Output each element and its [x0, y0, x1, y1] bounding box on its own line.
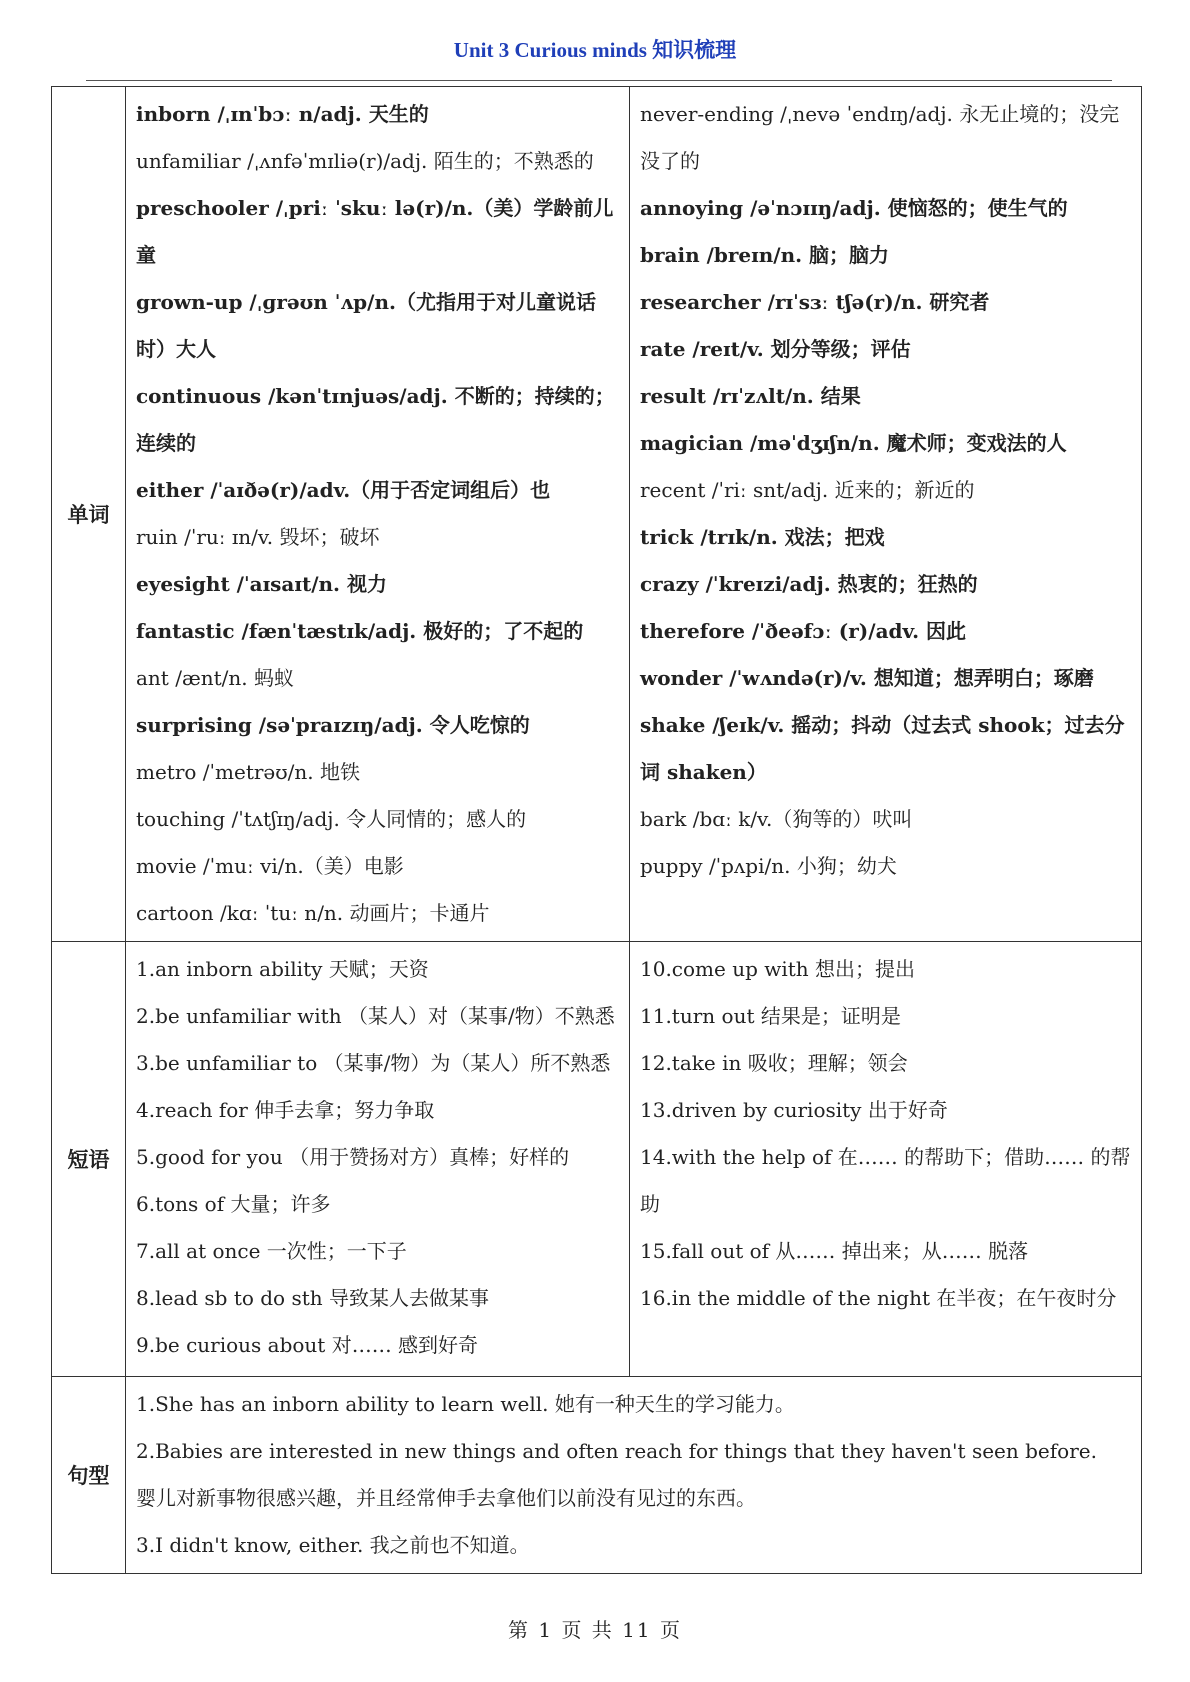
vocab-entry: preschooler /ˌpriː ˈskuː lə(r)/n.（美）学龄前儿童: [136, 196, 614, 267]
vocab-entry: inborn /ˌɪnˈbɔː n/adj. 天生的: [136, 102, 429, 126]
knowledge-table: [51, 86, 1142, 1574]
vocab-entry: recent /ˈriː snt/adj. 近来的；新近的: [640, 478, 975, 502]
sentence-line: 2.Babies are interested in new things and often reach for things that they haven't seen before.: [136, 1439, 1097, 1463]
phrase-entry: 10.come up with 想出；提出: [640, 957, 916, 981]
phrase-entry: 1.an inborn ability 天赋；天资: [136, 957, 429, 981]
phrase-entry: 7.all at once 一次性；一下子: [136, 1239, 407, 1263]
words-row: [52, 87, 1142, 942]
vocab-entry: cartoon /kɑː ˈtuː n/n. 动画片；卡通片: [136, 901, 490, 925]
vocab-entry: surprising /səˈpraɪzɪŋ/adj. 令人吃惊的: [136, 713, 530, 737]
phrases-right-column: [630, 942, 1142, 1377]
vocab-entry: brain /breɪn/n. 脑；脑力: [640, 243, 890, 267]
vocab-entry: either /ˈaɪðə(r)/adv.（用于否定词组后）也: [136, 478, 551, 502]
vocab-entry: result /rɪˈzʌlt/n. 结果: [640, 384, 861, 408]
page-title: Unit 3 Curious minds 知识梳理: [453, 38, 737, 62]
phrase-entry: 16.in the middle of the night 在半夜；在午夜时分: [640, 1286, 1117, 1310]
vocab-entry: eyesight /ˈaɪsaɪt/n. 视力: [136, 572, 387, 596]
vocab-entry: therefore /ˈðeəfɔː (r)/adv. 因此: [640, 619, 967, 643]
phrase-entry: 6.tons of 大量；许多: [136, 1192, 331, 1216]
vocab-entry: fantastic /fænˈtæstɪk/adj. 极好的；了不起的: [136, 619, 584, 643]
vocab-entry: unfamiliar /ˌʌnfəˈmɪliə(r)/adj. 陌生的；不熟悉的: [136, 149, 594, 173]
sentence-line: 婴儿对新事物很感兴趣，并且经常伸手去拿他们以前没有见过的东西。: [136, 1486, 756, 1510]
vocab-entry: trick /trɪk/n. 戏法；把戏: [640, 525, 885, 549]
sentences-label: 句型: [52, 1377, 126, 1574]
phrase-entry: 5.good for you （用于赞扬对方）真棒；好样的: [136, 1145, 570, 1169]
vocab-entry: movie /ˈmuː vi/n.（美）电影: [136, 854, 404, 878]
vocab-entry: rate /reɪt/v. 划分等级；评估: [640, 337, 911, 361]
vocab-entry: metro /ˈmetrəʊ/n. 地铁: [136, 760, 361, 784]
phrase-entry: 11.turn out 结果是；证明是: [640, 1004, 901, 1028]
vocab-entry: never-ending /ˌnevə ˈendɪŋ/adj. 永无止境的；没完没了的: [640, 102, 1120, 173]
phrases-left-column: [126, 942, 630, 1377]
vocab-entry: bark /bɑː k/v.（狗等的）吠叫: [640, 807, 913, 831]
phrase-entry: 15.fall out of 从…… 掉出来；从…… 脱落: [640, 1239, 1029, 1263]
phrases-row: [52, 942, 1142, 1377]
vocab-entry: ruin /ˈruː ɪn/v. 毁坏；破坏: [136, 525, 380, 549]
vocab-entry: researcher /rɪˈsɜː tʃə(r)/n. 研究者: [640, 290, 990, 314]
sentences-column: [126, 1377, 1142, 1574]
phrase-entry: 9.be curious about 对…… 感到好奇: [136, 1333, 479, 1357]
words-label: 单词: [52, 87, 126, 942]
sentence-line: 1.She has an inborn ability to learn well. 她有一种天生的学习能力。: [136, 1392, 795, 1416]
phrase-entry: 13.driven by curiosity 出于好奇: [640, 1098, 948, 1122]
sentences-row: [52, 1377, 1142, 1574]
phrase-entry: 3.be unfamiliar to （某事/物）为（某人）所不熟悉: [136, 1051, 611, 1075]
vocab-entry: annoying /əˈnɔɪɪŋ/adj. 使恼怒的；使生气的: [640, 196, 1068, 220]
phrase-entry: 8.lead sb to do sth 导致某人去做某事: [136, 1286, 489, 1310]
vocab-entry: shake /ʃeɪk/v. 摇动；抖动（过去式 shook；过去分词 shaken）: [640, 713, 1125, 784]
phrase-entry: 2.be unfamiliar with （某人）对（某事/物）不熟悉: [136, 1004, 615, 1028]
vocab-entry: grown-up /ˌɡrəʊn ˈʌp/n.（尤指用于对儿童说话时）大人: [136, 290, 596, 361]
vocab-entry: magician /məˈdʒɪʃn/n. 魔术师；变戏法的人: [640, 431, 1067, 455]
title-divider: [86, 80, 1112, 81]
vocab-entry: continuous /kənˈtɪnjuəs/adj. 不断的；持续的；连续的: [136, 384, 615, 455]
sentence-line: 3.I didn't know, either. 我之前也不知道。: [136, 1533, 530, 1557]
page-footer: 第 1 页 共 11 页: [508, 1618, 682, 1642]
words-right-column: [630, 87, 1142, 942]
phrase-entry: 4.reach for 伸手去拿；努力争取: [136, 1098, 435, 1122]
vocab-entry: touching /ˈtʌtʃɪŋ/adj. 令人同情的；感人的: [136, 807, 527, 831]
words-left-column: [126, 87, 630, 942]
vocab-entry: crazy /ˈkreɪzi/adj. 热衷的；狂热的: [640, 572, 978, 596]
vocab-entry: puppy /ˈpʌpi/n. 小狗；幼犬: [640, 854, 897, 878]
phrase-entry: 12.take in 吸收；理解；领会: [640, 1051, 908, 1075]
vocab-entry: ant /ænt/n. 蚂蚁: [136, 666, 294, 690]
vocab-entry: wonder /ˈwʌndə(r)/v. 想知道；想弄明白；琢磨: [640, 666, 1094, 690]
phrases-label: 短语: [52, 942, 126, 1377]
phrase-entry: 14.with the help of 在…… 的帮助下；借助…… 的帮助: [640, 1145, 1131, 1216]
